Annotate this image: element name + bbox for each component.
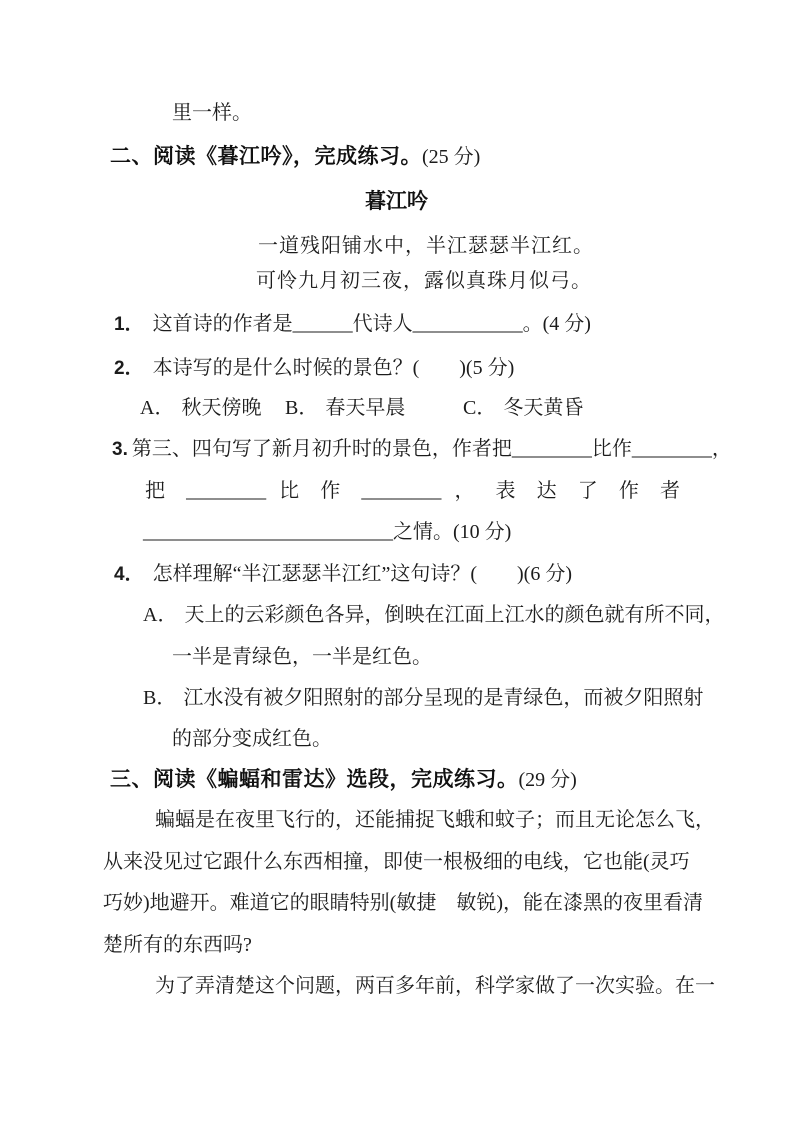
option-a-label: A． bbox=[143, 604, 178, 626]
question-1-number: 1． bbox=[114, 314, 144, 335]
answer-blank-line: _________________________ bbox=[143, 521, 393, 543]
carryover-line: 里一样。 bbox=[172, 102, 252, 124]
question-2-number: 2． bbox=[114, 358, 144, 379]
option-c-text: 冬天黄昏 bbox=[503, 397, 584, 419]
option-a-label: A． bbox=[140, 397, 175, 419]
option-b-text: 春天早晨 bbox=[325, 397, 406, 419]
passage-paragraph-2-line-1: 为了弄清楚这个问题，两百多年前，科学家做了一次实验。在一 bbox=[155, 975, 715, 997]
question-3-score: (10 分) bbox=[453, 521, 512, 543]
question-3-line-1 bbox=[112, 436, 732, 463]
passage-paragraph-1-line-1: 蝙蝠是在夜里飞行的，还能捕捉飞蛾和蚊子；而且无论怎么飞， bbox=[155, 809, 715, 831]
option-c-label: C． bbox=[463, 397, 497, 419]
question-2 bbox=[114, 355, 514, 382]
option-b-label: B． bbox=[143, 687, 177, 709]
question-3-line-3 bbox=[143, 519, 511, 545]
poem-line-1: 一道残阳铺水中，半江瑟瑟半江红。 bbox=[258, 235, 594, 257]
question-4-option-b-line-1 bbox=[143, 685, 703, 711]
section-three-heading-text: 三、阅读《蝙蝠和雷达》选段，完成练习。 bbox=[110, 767, 519, 791]
option-a bbox=[140, 395, 261, 421]
question-4-number: 4． bbox=[114, 564, 144, 585]
question-4-option-a-line-1 bbox=[143, 602, 724, 628]
question-2-text: 本诗写的是什么时候的景色？( ) bbox=[152, 357, 466, 379]
question-3-text-1: 第三、四句写了新月初升时的景色，作者把________比作________， bbox=[131, 438, 732, 460]
passage-paragraph-1-line-2: 从来没见过它跟什么东西相撞，即使一根极细的电线，它也能(灵巧 bbox=[103, 851, 690, 873]
option-b bbox=[285, 395, 405, 421]
question-4-score: (6 分) bbox=[523, 563, 572, 585]
poem-title: 暮江吟 bbox=[365, 189, 428, 213]
question-2-score: (5 分) bbox=[465, 357, 515, 379]
question-1 bbox=[114, 311, 591, 338]
section-two-heading-text: 二、阅读《暮江吟》，完成练习。 bbox=[110, 144, 422, 168]
question-4 bbox=[114, 561, 572, 588]
question-3-line-2: 把 ________ 比 作 ________ ， 表 达 了 作 者 bbox=[145, 480, 680, 502]
question-1-text: 这首诗的作者是______代诗人___________。 bbox=[152, 313, 543, 335]
passage-paragraph-1-line-3: 巧妙)地避开。难道它的眼睛特别(敏捷 敏锐)，能在漆黑的夜里看清 bbox=[103, 892, 703, 914]
question-3-text-3: 之情。 bbox=[393, 521, 453, 543]
option-a-text-1: 天上的云彩颜色各异，倒映在江面上江水的颜色就有所不同， bbox=[184, 604, 725, 626]
question-3-number: 3. bbox=[112, 439, 128, 460]
option-a-text: 秋天傍晚 bbox=[181, 397, 262, 419]
poem-line-2: 可怜九月初三夜，露似真珠月似弓。 bbox=[256, 270, 592, 292]
question-4-text: 怎样理解“半江瑟瑟半江红”这句诗？( ) bbox=[152, 563, 524, 585]
section-two-score: (25 分) bbox=[422, 146, 481, 168]
section-three-score: (29 分) bbox=[518, 769, 577, 791]
section-two-heading bbox=[110, 143, 480, 170]
question-4-option-b-line-2: 的部分变成红色。 bbox=[172, 728, 332, 750]
option-c bbox=[463, 395, 583, 421]
option-b-text-1: 江水没有被夕阳照射的部分呈现的是青绿色，而被夕阳照射 bbox=[183, 687, 704, 709]
passage-paragraph-1-line-4: 楚所有的东西吗? bbox=[103, 934, 252, 956]
option-b-label: B． bbox=[285, 397, 319, 419]
section-three-heading bbox=[110, 766, 577, 793]
question-1-score: (4 分) bbox=[542, 313, 591, 335]
question-4-option-a-line-2: 一半是青绿色，一半是红色。 bbox=[172, 646, 432, 668]
